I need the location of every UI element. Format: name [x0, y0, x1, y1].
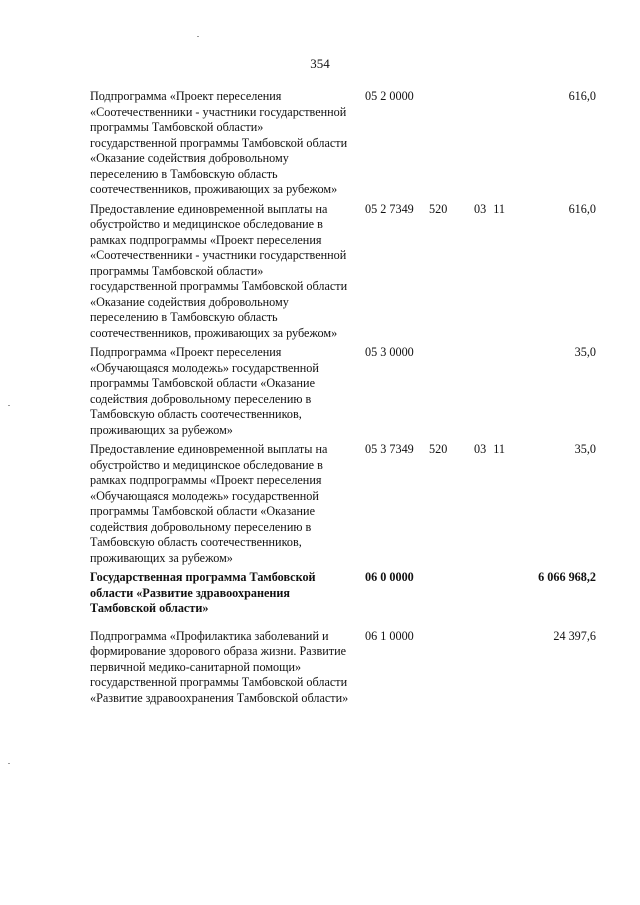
scan-artifact	[8, 763, 10, 764]
table-row-program-total	[90, 570, 596, 617]
row-amount: 35,0	[574, 345, 596, 359]
row-expense-type: 520	[429, 201, 448, 216]
row-description: Подпрограмма «Профилактика заболеваний и формирование здорового образа жизни. Развитие первичной медико-санитарной помощи» государственной программы Тамбовской области «Развитие здравоохранения Тамбовской области»	[90, 628, 349, 705]
scan-artifact	[197, 36, 199, 37]
budget-table	[90, 89, 596, 710]
row-expense-type: 520	[429, 442, 448, 456]
row-description: Государственная программа Тамбовской области «Развитие здравоохранения Тамбовской области»	[90, 570, 316, 615]
table-row	[90, 202, 596, 342]
table-row	[90, 345, 596, 438]
page-number: 354	[310, 56, 330, 71]
row-description: Подпрограмма «Проект переселения «Обучающаяся молодежь» государственной программы Тамбовской области «Оказание содействия добровольному переселению в Тамбовскую область соотечественников, проживающих за рубежом»	[90, 345, 319, 437]
row-amount: 35,0	[574, 442, 596, 456]
row-target-code: 05 2 0000	[365, 89, 414, 103]
row-section-code: 03 11	[474, 442, 505, 456]
row-description: Предоставление единовременной выплаты на обустройство и медицинское обследование в рамках подпрограммы «Проект переселения «Соотечественники - участники государственной программы Тамбовской области» государственной программы Тамбовской области «Оказание содействия добровольному переселению в Тамбовскую область соотечественников, проживающих за рубежом»	[90, 201, 348, 340]
scan-artifact	[8, 405, 10, 406]
row-target-code: 06 1 0000	[365, 628, 414, 643]
row-target-code: 06 0 0000	[365, 570, 414, 584]
row-target-code: 05 3 0000	[365, 345, 414, 359]
row-amount: 616,0	[568, 201, 596, 216]
row-amount: 616,0	[568, 89, 596, 103]
row-description: Предоставление единовременной выплаты на обустройство и медицинское обследование в рамках подпрограммы «Проект переселения «Обучающаяся молодежь» государственной программы Тамбовской области «Оказание содействия добровольному переселению в Тамбовскую область соотечественников, проживающих за рубежом»	[90, 442, 328, 565]
row-description: Подпрограмма «Проект переселения «Соотечественники - участники государственной программы Тамбовской области» государственной программы Тамбовской области «Оказание содействия добровольному переселению в Тамбовскую область соотечественников, проживающих за рубежом»	[90, 89, 348, 196]
row-target-code: 05 2 7349	[365, 201, 414, 216]
row-section-code: 03 11	[474, 201, 505, 216]
table-row	[90, 629, 596, 707]
table-row	[90, 442, 596, 566]
row-amount: 6 066 968,2	[538, 570, 596, 584]
table-row	[90, 89, 596, 198]
row-target-code: 05 3 7349	[365, 442, 414, 456]
row-amount: 24 397,6	[553, 628, 596, 643]
